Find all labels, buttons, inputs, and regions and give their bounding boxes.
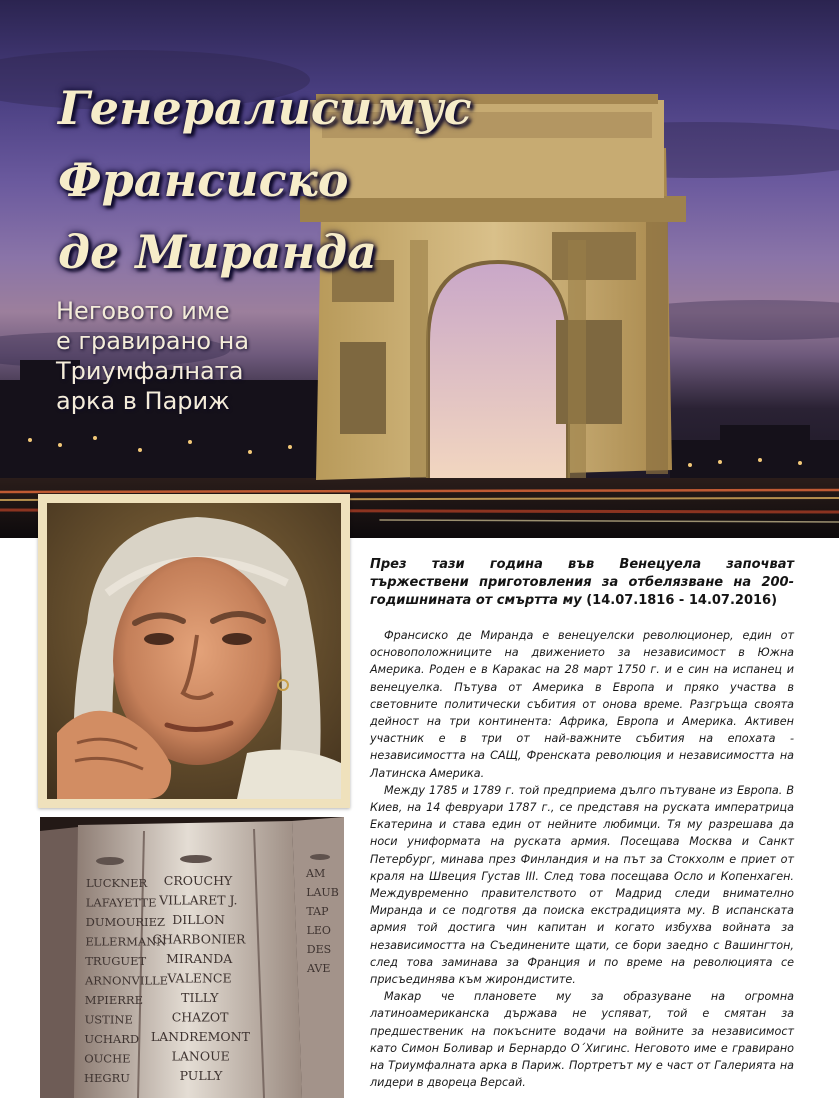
article-paragraph-3: Макар че плановете му за образуване на огромна латиноамериканска държава не успяват, той е смятан за предшественик на покъсните водачи на войните за независимост като Симон Боливар и Бернардо О´Хигинс. Неговото име е гравирано на Триумфалната арка в Париж. Портретът му е част от Галерията на лидери в двореца Версай. bbox=[370, 990, 794, 1090]
engraved-name: AM bbox=[306, 867, 326, 880]
lead-dates: (14.07.1816 - 14.07.2016) bbox=[586, 593, 778, 608]
engraved-names-wall bbox=[40, 817, 344, 1098]
engraved-name: LANDREMONT bbox=[150, 1029, 250, 1044]
title-line-3: де Миранда bbox=[58, 225, 377, 279]
hero-banner bbox=[0, 0, 839, 538]
subtitle-line-2: е гравирано на bbox=[56, 327, 250, 355]
page-title bbox=[58, 72, 472, 288]
engraved-name: LAFAYETTE bbox=[85, 895, 157, 910]
engraved-name: LUCKNER bbox=[86, 876, 148, 890]
title-line-2: Франсиско bbox=[58, 153, 349, 207]
engraved-name: OUCHE bbox=[84, 1051, 131, 1066]
article-paragraph-1: Франсиско де Миранда е венецуелски революционер, един от основоположниците на движението за независимост в Южна Америка. Роден е в Каракас на 28 март 1750 г. и е син на испанец и венецуелка. Пътува от Америка в Европа и пряко участва в световните политически събития от онова време. Разгръща своята дейност на три континента: Африка, Европа и Америка. Активен участник е в три от най-важните събития на епохата - независимостта на САЩ, Френската революция и независимостта на Латинска Америка. bbox=[370, 629, 794, 780]
miranda-portrait-painting bbox=[47, 503, 341, 799]
engraved-name: VALENCE bbox=[167, 970, 232, 986]
page-subtitle bbox=[56, 296, 316, 416]
engraved-name: ARNONVILLE bbox=[85, 973, 169, 988]
engraved-name: LAUB bbox=[306, 886, 339, 899]
lead-text: През тази година във Венецуела започват тържествени приготовления за отбелязване на 200-годишнината от смъртта му bbox=[370, 557, 794, 608]
engraved-name: UCHARD bbox=[84, 1032, 140, 1046]
engraved-names-photo bbox=[40, 817, 344, 1098]
engraved-name: CHAZOT bbox=[171, 1009, 229, 1025]
engraved-name: TRUGUET bbox=[85, 954, 147, 968]
article-lead bbox=[370, 556, 794, 610]
engraved-name: LEO bbox=[306, 924, 331, 937]
engraved-name: DES bbox=[306, 943, 332, 956]
engraved-name: TAP bbox=[306, 905, 329, 918]
engraved-name: MIRANDA bbox=[166, 951, 233, 966]
engraved-name: DUMOURIEZ bbox=[85, 915, 166, 929]
engraved-name: AVE bbox=[307, 962, 331, 975]
article-body bbox=[370, 627, 794, 1091]
subtitle-line-1: Неговото име bbox=[56, 297, 230, 325]
engraved-name: VILLARET J. bbox=[159, 892, 238, 908]
subtitle-line-3: Триумфалната bbox=[56, 357, 244, 385]
title-line-1: Генералисимус bbox=[58, 81, 472, 135]
engraved-name: TILLY bbox=[181, 990, 219, 1005]
engraved-name: HEGRU bbox=[84, 1071, 130, 1085]
engraved-name: CROUCHY bbox=[163, 873, 233, 888]
engraved-name: DILLON bbox=[172, 912, 225, 927]
engraved-name: CHARBONIER bbox=[152, 931, 246, 947]
engraved-name: USTINE bbox=[84, 1012, 133, 1027]
engraved-name: MPIERRE bbox=[84, 993, 143, 1007]
subtitle-line-4: арка в Париж bbox=[56, 387, 230, 415]
miranda-portrait-frame bbox=[38, 494, 350, 808]
article-paragraph-2: Между 1785 и 1789 г. той предприема дълго пътуване из Европа. В Киев, на 14 февруари 1787 г., се представя на руската императрица Екатерина и става един от нейните любимци. Тя му разрешава да носи униформата на руската армия. Посещава Москва и Санкт Петербург, минава през Финландия и на път за Стокхолм е приет от краля на Швеция Густав III. След това посещава Осло и Копенхаген. Междувременно правителството от Мадрид следи внимателно Миранда и се подготвя да поиска екстрадицията му. В испанската армия той достига чин капитан и когато избухва войната за независимостта на Съединените щати, се бори заедно с Вашингтон, след това заминава за Франция и по време на революцията се присъединява към жирондистите. bbox=[370, 783, 794, 987]
engraved-name: LANOUE bbox=[171, 1048, 230, 1064]
engraved-name: PULLY bbox=[179, 1068, 223, 1083]
engraved-name: ELLERMANN bbox=[85, 934, 167, 949]
